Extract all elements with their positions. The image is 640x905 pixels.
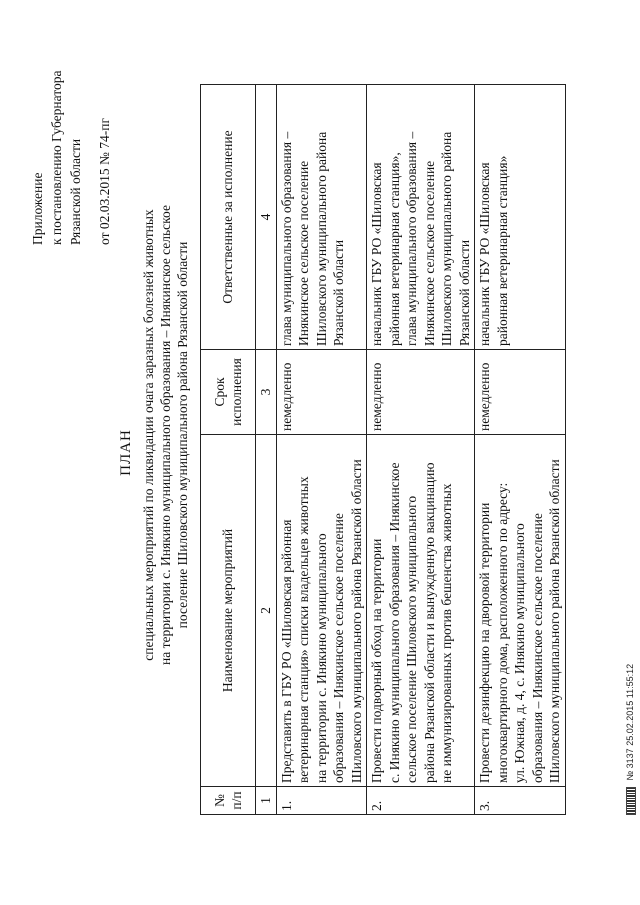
table-header-row (201, 85, 256, 815)
appendix-decree: к постановлению Губернатора (49, 70, 64, 245)
column-number: 1 (256, 787, 277, 815)
responsible-line: Шиловского муниципального района (313, 131, 329, 346)
appendix-block (28, 35, 114, 245)
responsible-line: начальник ГБУ РО «Шиловская (477, 162, 492, 346)
column-number: 4 (256, 85, 277, 350)
action-line: образования – Инякинское сельское поселение (529, 513, 545, 783)
responsible-line: глава муниципального образования – (278, 131, 294, 346)
plan-title: ПЛАН (118, 429, 134, 476)
responsible-line: Шиловского муниципального района (439, 131, 454, 346)
appendix-date-number: от 02.03.2015 № 74-пг (97, 118, 112, 245)
action-line: Шиловского муниципального района Рязанской области (547, 459, 562, 783)
row-term: немедленно (367, 350, 475, 435)
appendix-label: Приложение (30, 172, 45, 245)
responsible-line: Инякинское сельское поселение (421, 160, 437, 346)
row-number: 1. (276, 787, 367, 815)
header-num: № п/п (201, 787, 256, 815)
table-row (367, 85, 475, 815)
stamp-text: № 3137 25.02.2015 11:55:12 (625, 663, 635, 781)
action-line: Провести дезинфекцию на дворовой территории (477, 502, 492, 783)
row-responsible (367, 85, 475, 350)
subtitle-line: специальных мероприятий по ликвидации очага заразных болезней животных (141, 209, 156, 661)
row-number: 3. (475, 787, 566, 815)
row-action (475, 435, 566, 787)
row-responsible (276, 85, 367, 350)
action-line: Представить в ГБУ РО «Шиловская районная (278, 519, 294, 783)
row-responsible (475, 85, 566, 350)
action-line: с. Инякино муниципального образования – Инякинское (386, 462, 402, 783)
row-number: 2. (367, 787, 475, 815)
column-number: 2 (256, 435, 277, 787)
action-line: на территории с. Инякино муниципального (313, 533, 329, 783)
row-term: немедленно (276, 350, 367, 435)
responsible-line: Рязанской области (456, 239, 472, 346)
action-line: Провести подворный обход на территории (369, 538, 384, 783)
plan-table (200, 84, 566, 815)
table-row (276, 85, 367, 815)
action-line: ветеринарная станция» списки владельцев животных (296, 476, 311, 783)
table-row (475, 85, 566, 815)
responsible-line: районная ветеринарная станция», (386, 152, 402, 346)
responsible-line: районная ветеринарная станция» (494, 155, 510, 346)
action-line: многоквартирного дома, расположенного по адресу: (494, 482, 510, 783)
action-line: ул. Южная, д. 4, с. Инякино муниципального (512, 523, 527, 783)
row-term: немедленно (475, 350, 566, 435)
row-action (276, 435, 367, 787)
subtitle-line: поселение Шиловского муниципального района Рязанской области (175, 241, 190, 629)
responsible-line: глава муниципального образования – (404, 131, 419, 346)
registration-stamp (625, 664, 636, 815)
barcode-icon (626, 787, 636, 815)
action-line: района Рязанской области и вынужденную вакцинацию (421, 462, 437, 783)
responsible-line: Инякинское сельское поселение (296, 160, 311, 346)
appendix-region: Рязанской области (68, 138, 83, 245)
header-resp: Ответственные за исполнение (201, 85, 256, 350)
row-action (367, 435, 475, 787)
responsible-line: начальник ГБУ РО «Шиловская (369, 162, 384, 346)
header-name: Наименование мероприятий (201, 435, 256, 787)
header-term: Срок исполнения (201, 350, 256, 435)
action-line: сельское поселение Шиловского муниципального (404, 495, 419, 783)
action-line: образования – Инякинское сельское поселение (331, 513, 346, 783)
action-line: Шиловского муниципального района Рязанской области (348, 459, 364, 783)
subtitle-line: на территории с. Инякино муниципального образования – Инякинское сельское (158, 205, 173, 665)
responsible-line: Рязанской области (331, 239, 346, 346)
table-column-numbers-row (256, 85, 277, 815)
action-line: не иммунизированных против бешенства животных (439, 483, 454, 783)
plan-subtitle (140, 125, 191, 745)
column-number: 3 (256, 350, 277, 435)
